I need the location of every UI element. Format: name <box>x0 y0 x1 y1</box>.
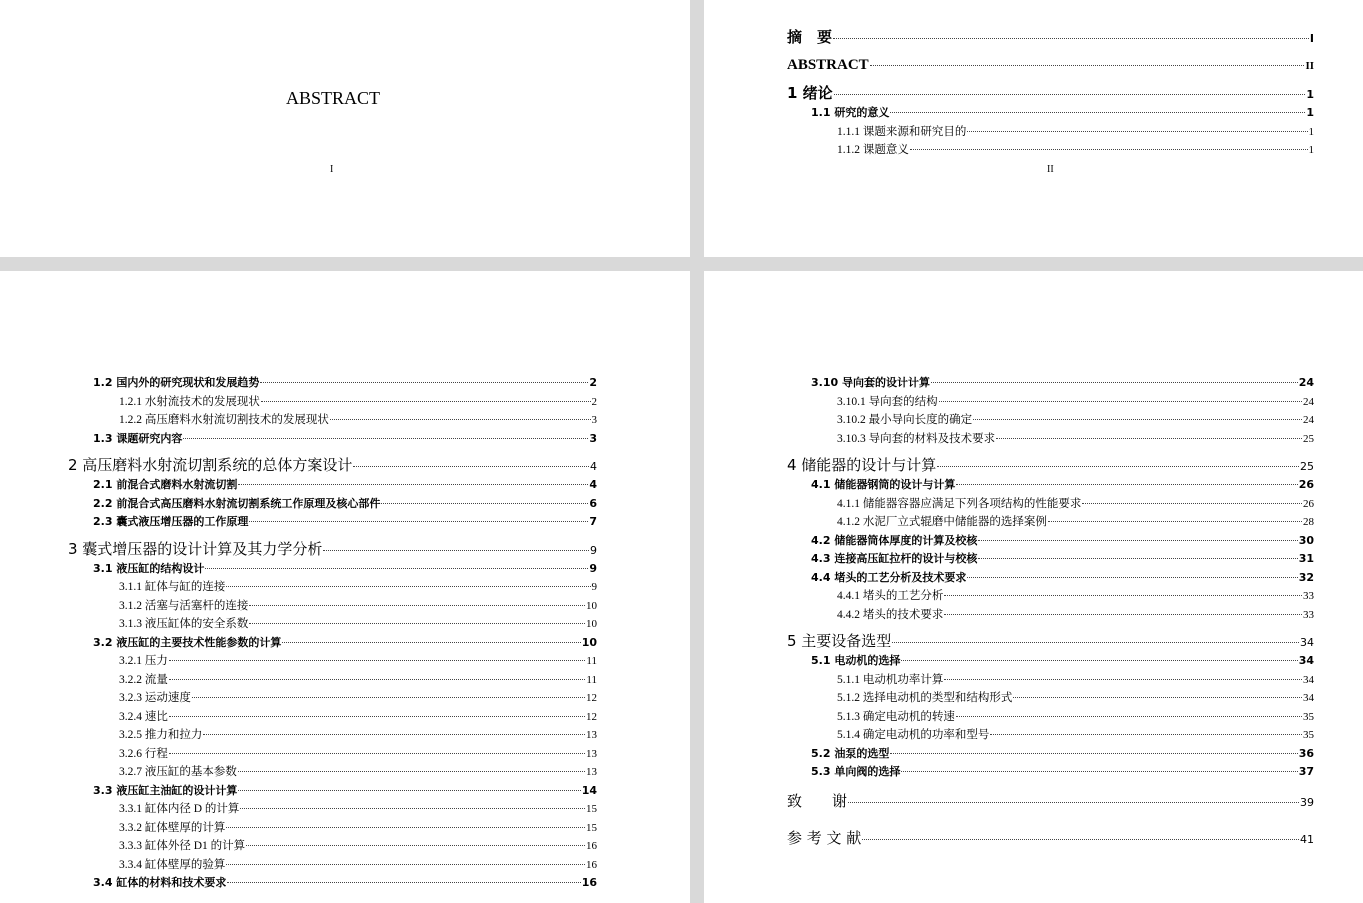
toc-entry[interactable] <box>787 448 1314 476</box>
dot-leader <box>944 595 1302 596</box>
toc-entry-page: 37 <box>1298 765 1314 778</box>
toc-entry-title: 1.2 国内外的研究现状和发展趋势 <box>93 376 260 389</box>
toc-entry-page: 25 <box>1300 460 1314 473</box>
toc-entry[interactable] <box>837 393 1314 412</box>
toc-entry[interactable] <box>93 782 597 801</box>
toc-entry-page: 10 <box>586 618 597 630</box>
toc-entry[interactable] <box>787 48 1314 76</box>
toc-entry-title: 5.1.1 电动机功率计算 <box>837 673 944 686</box>
page-abstract <box>0 0 690 257</box>
toc-entry-title: 5.1.2 选择电动机的类型和结构形式 <box>837 692 1013 704</box>
toc-entry-page: 3 <box>591 414 597 426</box>
toc-entry-page: 16 <box>581 876 597 889</box>
toc-entry[interactable] <box>837 689 1314 708</box>
toc-entry-title: 4 储能器的设计与计算 <box>787 456 937 474</box>
toc-entry-title: 3.1.2 活塞与活塞杆的连接 <box>119 599 249 612</box>
toc-entry[interactable] <box>119 689 597 708</box>
toc-entry-page: 10 <box>586 599 597 612</box>
toc-entry[interactable] <box>811 104 1314 123</box>
toc-entry-title: 3.2.5 推力和拉力 <box>119 729 203 741</box>
toc-entry-page: 1 <box>1306 106 1314 119</box>
toc-entry[interactable] <box>119 819 597 838</box>
toc-entry-page: 1 <box>1308 144 1314 156</box>
toc-entry-title: 5.1.4 确定电动机的功率和型号 <box>837 729 990 741</box>
toc-entry[interactable] <box>787 624 1314 652</box>
toc-entry-title: 1.1.2 课题意义 <box>837 144 909 156</box>
toc-entry-page: 9 <box>590 543 597 557</box>
dot-leader <box>246 845 585 846</box>
toc-entry-title: 3.2 液压缸的主要技术性能参数的计算 <box>93 635 282 649</box>
dot-leader <box>183 438 588 439</box>
toc-entry-title: 3.3.2 缸体壁厚的计算 <box>119 821 226 834</box>
page-number: I <box>330 164 334 175</box>
toc-entry-title: 3 囊式增压器的设计计算及其力学分析 <box>68 539 323 558</box>
dot-leader <box>205 568 588 569</box>
dot-leader <box>892 642 1299 643</box>
toc-entry-page: 16 <box>586 858 597 871</box>
dot-leader <box>381 503 588 504</box>
toc-entry-page: 24 <box>1303 395 1314 408</box>
toc-entry[interactable] <box>119 856 597 875</box>
toc-entry-page: 16 <box>586 840 597 852</box>
page-toc-2 <box>0 271 690 903</box>
toc-entry-page: 1 <box>1308 125 1314 138</box>
dot-leader <box>203 734 585 735</box>
toc-entry-page: 14 <box>581 783 597 797</box>
toc-entry-title: 4.4.2 堵头的技术要求 <box>837 608 944 621</box>
toc-entry[interactable] <box>68 448 597 476</box>
toc-entry-title: 致 谢 <box>787 791 848 810</box>
dot-leader <box>282 642 580 643</box>
toc-entry[interactable] <box>119 800 597 819</box>
dot-leader <box>996 438 1302 439</box>
toc-entry[interactable] <box>119 597 597 616</box>
dot-leader <box>249 623 585 624</box>
toc-entry[interactable] <box>93 495 597 514</box>
toc-entry-title: 4.4.1 堵头的工艺分析 <box>837 590 944 602</box>
toc-entry-title: 参 考 文 献 <box>787 828 862 847</box>
toc-entry-title: 2 高压磨料水射流切割系统的总体方案设计 <box>68 456 353 474</box>
toc-entry-title: 3.3.3 缸体外径 D1 的计算 <box>119 840 246 852</box>
dot-leader <box>240 808 585 809</box>
toc-entry-page: 35 <box>1303 729 1314 741</box>
dot-leader <box>937 466 1299 467</box>
dot-leader <box>261 401 591 402</box>
dot-leader <box>226 586 590 587</box>
dot-leader <box>910 149 1308 150</box>
toc-entry-page: 9 <box>589 561 597 575</box>
toc-entry-title: 5.1.3 确定电动机的转速 <box>837 710 955 723</box>
toc-entry-title: 1.1.1 课题来源和研究目的 <box>837 125 967 138</box>
toc-entry-title: 4.1.2 水泥厂立式辊磨中储能器的选择案例 <box>837 516 1047 528</box>
dot-leader <box>226 864 585 865</box>
toc-entry[interactable] <box>837 513 1314 532</box>
toc-entry[interactable] <box>787 782 1314 819</box>
toc-entry[interactable] <box>837 495 1314 514</box>
dot-leader <box>192 697 585 698</box>
toc-list <box>704 374 1314 856</box>
toc-entry[interactable] <box>93 634 597 653</box>
toc-entry[interactable] <box>93 560 597 579</box>
toc-entry-page: 1 <box>1306 88 1314 101</box>
toc-entry-title: 5 主要设备选型 <box>787 632 892 650</box>
toc-entry[interactable] <box>837 726 1314 745</box>
toc-entry-page: 12 <box>586 692 597 704</box>
dot-leader <box>931 382 1298 383</box>
dot-leader <box>169 753 585 754</box>
toc-entry-title: 3.4 缸体的材料和技术要求 <box>93 876 227 889</box>
dot-leader <box>323 550 589 551</box>
toc-entry-page: 34 <box>1300 636 1314 649</box>
dot-leader <box>169 679 586 680</box>
toc-entry-page: 9 <box>591 581 597 593</box>
toc-entry[interactable] <box>787 20 1314 48</box>
dot-leader <box>834 94 1306 95</box>
dot-leader <box>973 419 1302 420</box>
toc-entry-title: 3.2.2 流量 <box>119 673 168 686</box>
dot-leader <box>901 660 1297 661</box>
dot-leader <box>956 716 1302 717</box>
toc-entry[interactable] <box>119 763 597 782</box>
toc-entry[interactable] <box>837 141 1314 160</box>
page-toc-1 <box>704 0 1363 257</box>
toc-entry[interactable] <box>119 578 597 597</box>
toc-entry-page: 26 <box>1303 497 1314 510</box>
toc-entry[interactable] <box>811 569 1314 588</box>
dot-leader <box>990 734 1302 735</box>
toc-entry-page: 4 <box>589 478 597 491</box>
page-toc-3 <box>704 271 1363 903</box>
dot-leader <box>862 839 1299 840</box>
dot-leader <box>1013 697 1302 698</box>
toc-entry[interactable] <box>837 430 1314 449</box>
toc-entry[interactable] <box>811 532 1314 551</box>
toc-entry[interactable] <box>119 837 597 856</box>
toc-entry-page: 7 <box>589 515 597 528</box>
toc-entry-title: 3.2.1 压力 <box>119 655 168 667</box>
toc-entry-title: 4.1 储能器钢筒的设计与计算 <box>811 478 956 491</box>
toc-entry[interactable] <box>837 123 1314 142</box>
dot-leader <box>944 614 1302 615</box>
toc-entry-title: 3.3.4 缸体壁厚的验算 <box>119 858 226 871</box>
toc-entry-title: 摘 要 <box>787 28 833 46</box>
toc-entry[interactable] <box>811 763 1314 782</box>
toc-entry[interactable] <box>811 476 1314 495</box>
toc-entry-page: 33 <box>1303 590 1314 602</box>
toc-entry-title: 5.3 单向阀的选择 <box>811 765 901 778</box>
toc-entry-page: 4 <box>590 460 597 473</box>
toc-entry[interactable] <box>119 652 597 671</box>
toc-entry[interactable] <box>119 726 597 745</box>
toc-entry-title: 3.2.3 运动速度 <box>119 692 191 704</box>
toc-entry-page: 15 <box>586 821 597 834</box>
toc-entry-title: 2.2 前混合式高压磨料水射流切割系统工作原理及核心部件 <box>93 496 381 510</box>
toc-entry-page: 13 <box>586 766 597 778</box>
dot-leader <box>944 679 1302 680</box>
toc-entry-title: 3.10 导向套的设计计算 <box>811 376 930 389</box>
dot-leader <box>978 558 1297 559</box>
toc-entry-page: 41 <box>1300 832 1314 846</box>
toc-entry-page: 34 <box>1303 692 1314 704</box>
dot-leader <box>249 521 588 522</box>
toc-entry[interactable] <box>119 615 597 634</box>
dot-leader <box>956 484 1297 485</box>
toc-entry[interactable] <box>837 708 1314 727</box>
dot-leader <box>848 802 1299 803</box>
toc-entry-title: 4.2 储能器筒体厚度的计算及校核 <box>811 533 978 547</box>
toc-entry-page: 11 <box>586 673 597 686</box>
toc-entry-page: 28 <box>1303 516 1314 528</box>
dot-leader <box>978 540 1297 541</box>
toc-entry-title: 2.1 前混合式磨料水射流切割 <box>93 478 238 491</box>
toc-entry[interactable] <box>119 708 597 727</box>
toc-entry-title: 3.2.6 行程 <box>119 747 168 760</box>
toc-entry-page: 33 <box>1303 608 1314 621</box>
toc-entry[interactable] <box>811 745 1314 764</box>
toc-entry[interactable] <box>837 606 1314 625</box>
toc-entry-page: 2 <box>589 376 597 389</box>
toc-entry-title: 3.10.1 导向套的结构 <box>837 395 938 408</box>
toc-entry-title: 3.2.4 速比 <box>119 710 168 723</box>
dot-leader <box>226 827 585 828</box>
toc-entry-page: 39 <box>1300 795 1314 809</box>
toc-entry-title: 2.3 囊式液压增压器的工作原理 <box>93 515 249 528</box>
dot-leader <box>169 716 585 717</box>
toc-entry-page: II <box>1305 60 1314 72</box>
toc-entry-page: 6 <box>589 496 597 510</box>
toc-list <box>704 20 1314 160</box>
toc-entry-page: 11 <box>586 655 597 667</box>
toc-entry-title: 5.1 电动机的选择 <box>811 654 901 667</box>
dot-leader <box>260 382 588 383</box>
toc-entry[interactable] <box>837 587 1314 606</box>
toc-entry-title: 3.3.1 缸体内径 D 的计算 <box>119 803 240 815</box>
toc-entry-page: 13 <box>586 747 597 760</box>
toc-entry[interactable] <box>837 411 1314 430</box>
toc-entry-title: 4.3 连接高压缸拉杆的设计与校核 <box>811 552 978 565</box>
dot-leader <box>330 419 591 420</box>
toc-entry-page: 25 <box>1303 432 1314 445</box>
toc-entry[interactable] <box>787 819 1314 856</box>
toc-entry[interactable] <box>93 874 597 893</box>
dot-leader <box>833 38 1309 39</box>
toc-entry-title: 3.1 液压缸的结构设计 <box>93 561 205 575</box>
toc-entry-title: 1.3 课题研究内容 <box>93 431 183 445</box>
toc-entry[interactable] <box>93 430 597 449</box>
toc-entry[interactable] <box>93 513 597 532</box>
toc-entry[interactable] <box>119 393 597 412</box>
toc-entry-page: 35 <box>1303 710 1314 723</box>
toc-entry-page: 32 <box>1298 570 1314 584</box>
dot-leader <box>939 401 1302 402</box>
toc-entry[interactable] <box>811 374 1314 393</box>
toc-entry-page: 15 <box>586 803 597 815</box>
dot-leader <box>249 605 585 606</box>
toc-entry-title: 3.1.3 液压缸体的安全系数 <box>119 618 249 630</box>
toc-entry-page: 24 <box>1303 414 1314 426</box>
toc-entry-title: 3.2.7 液压缸的基本参数 <box>119 766 237 778</box>
toc-entry-title: 3.1.1 缸体与缸的连接 <box>119 581 226 593</box>
toc-entry-title: 4.4 堵头的工艺分析及技术要求 <box>811 570 967 584</box>
toc-entry-title: 3.10.3 导向套的材料及技术要求 <box>837 432 996 445</box>
toc-entry-page: 34 <box>1298 654 1314 667</box>
toc-entry-page: 2 <box>591 395 597 408</box>
toc-entry[interactable] <box>119 671 597 690</box>
toc-entry-page: 10 <box>581 635 597 649</box>
toc-entry-page: I <box>1309 32 1314 45</box>
toc-entry-title: 1.1 研究的意义 <box>811 106 890 119</box>
dot-leader <box>238 484 588 485</box>
toc-entry-page: 3 <box>589 431 597 445</box>
dot-leader <box>890 753 1297 754</box>
toc-entry-title: 1 绪论 <box>787 84 833 102</box>
dot-leader <box>890 112 1305 113</box>
dot-leader <box>1082 503 1302 504</box>
toc-entry[interactable] <box>119 745 597 764</box>
toc-list <box>0 374 597 893</box>
dot-leader <box>967 131 1307 132</box>
toc-entry-title: 5.2 油泵的选型 <box>811 746 890 760</box>
toc-entry[interactable] <box>93 374 597 393</box>
toc-entry[interactable] <box>811 652 1314 671</box>
page-number: II <box>1047 164 1054 175</box>
dot-leader <box>238 790 580 791</box>
toc-entry-title: 4.1.1 储能器容器应满足下列各项结构的性能要求 <box>837 497 1082 510</box>
dot-leader <box>1048 521 1302 522</box>
toc-entry-page: 26 <box>1298 478 1314 491</box>
dot-leader <box>967 577 1297 578</box>
toc-entry-title: 1.2.2 高压磨料水射流切割技术的发展现状 <box>119 414 329 426</box>
toc-entry-page: 13 <box>586 729 597 741</box>
toc-entry-page: 36 <box>1298 746 1314 760</box>
dot-leader <box>870 65 1305 66</box>
dot-leader <box>169 660 586 661</box>
toc-entry-page: 34 <box>1303 673 1314 686</box>
toc-entry-title: 3.10.2 最小导向长度的确定 <box>837 414 973 426</box>
dot-leader <box>353 466 589 467</box>
toc-entry[interactable] <box>837 671 1314 690</box>
toc-entry[interactable] <box>811 550 1314 569</box>
toc-entry-title: 3.3 液压缸主油缸的设计计算 <box>93 783 238 797</box>
toc-entry-page: 12 <box>586 710 597 723</box>
dot-leader <box>901 771 1297 772</box>
toc-entry-title: 1.2.1 水射流技术的发展现状 <box>119 395 260 408</box>
toc-entry-title: ABSTRACT <box>787 57 869 73</box>
dot-leader <box>227 882 580 883</box>
toc-entry-page: 31 <box>1298 552 1314 565</box>
abstract-heading: ABSTRACT <box>285 88 381 108</box>
toc-entry-page: 24 <box>1298 376 1314 389</box>
toc-entry[interactable] <box>119 411 597 430</box>
toc-entry[interactable] <box>68 532 597 560</box>
dot-leader <box>238 771 585 772</box>
toc-entry-page: 30 <box>1298 533 1314 547</box>
